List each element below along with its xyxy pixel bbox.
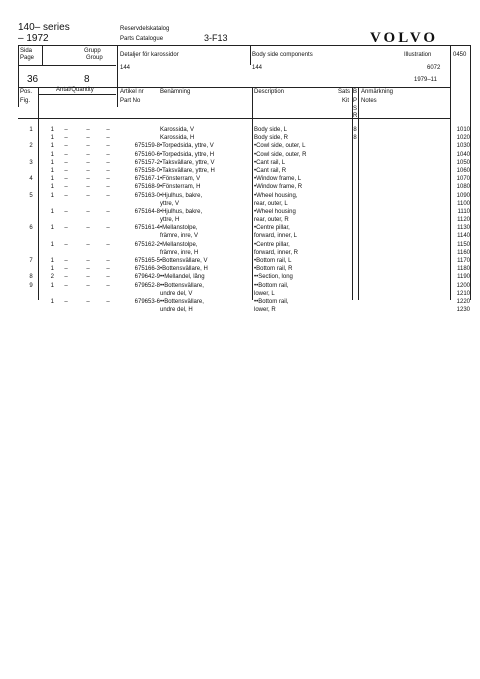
row-pos: 7 [29, 258, 33, 264]
row-name-sv: ••Mellandel, lång [160, 274, 205, 281]
table-row [18, 200, 470, 208]
row-part-number: 679642-9 [134, 274, 160, 281]
row-illustration-ref: 1010 [456, 127, 470, 133]
row-qty-4: – [106, 167, 110, 174]
row-illustration-ref: 1130 [457, 225, 470, 232]
row-qty-3: – [86, 298, 90, 305]
row-description-en: rear, outer, L [254, 200, 288, 207]
table-row [18, 232, 470, 240]
row-qty-3: – [86, 127, 90, 133]
table-row [18, 183, 470, 191]
row-illustration-ref: 1100 [457, 200, 470, 207]
grupp-label: Grupp [84, 48, 101, 54]
table-row [18, 167, 470, 175]
row-name-sv: •Mellanstolpe, [160, 241, 198, 248]
row-name-sv: •Torpedsida, yttre, H [160, 151, 215, 158]
row-qty-4: – [106, 241, 110, 248]
table-row [18, 224, 470, 232]
row-part-number: 675161-4 [134, 225, 160, 232]
group-label: Group [86, 55, 103, 61]
row-name-sv: •Taksvällare, yttre, V [160, 159, 215, 166]
row-qty-2: – [64, 208, 68, 215]
row-name-sv: undre del, V [160, 290, 193, 297]
table-row [18, 241, 470, 249]
row-pos: 5 [29, 192, 33, 199]
row-illustration-ref: 1200 [456, 282, 470, 289]
row-illustration-ref: 1110 [457, 208, 470, 215]
row-sats: 8 [353, 135, 357, 142]
row-name-sv: •Mellanstolpe, [160, 225, 198, 232]
column-header-bottom-rule [18, 118, 450, 119]
row-qty-3: – [86, 159, 90, 166]
row-qty-2: – [64, 167, 68, 174]
row-description-en: Body side, L [254, 127, 288, 133]
row-qty-4: – [106, 151, 110, 158]
row-qty-2: – [64, 127, 68, 133]
row-qty-2: – [64, 135, 68, 142]
row-qty-4: – [106, 135, 110, 142]
row-qty-4: – [106, 143, 110, 150]
catalog-code: 3-F13 [204, 33, 228, 43]
row-illustration-ref: 1140 [457, 233, 470, 240]
row-qty-2: – [64, 282, 68, 289]
row-qty-1: 1 [50, 282, 54, 289]
row-qty-3: – [86, 225, 90, 232]
table-row [18, 249, 470, 257]
row-qty-4: – [106, 192, 110, 199]
row-pos: 2 [29, 143, 33, 150]
row-name-sv: Karossida, V [160, 127, 195, 133]
table-row [18, 151, 470, 159]
row-qty-4: – [106, 159, 110, 166]
row-qty-3: – [86, 274, 90, 281]
row-qty-4: – [106, 274, 110, 281]
table-row [18, 126, 470, 134]
row-description-en: lower, R [254, 307, 276, 314]
quantity-header-rule [38, 94, 116, 95]
row-qty-1: 1 [50, 159, 54, 166]
group-number: 8 [84, 74, 90, 85]
frame-left-rule [18, 45, 19, 107]
b-header: B [353, 89, 358, 95]
table-row [18, 290, 470, 298]
row-description-en: •Bottom rail, R [254, 266, 293, 273]
row-qty-2: – [64, 151, 68, 158]
article-header: Artikel nr [120, 89, 144, 95]
group-divider [117, 45, 118, 107]
row-qty-4: – [106, 208, 110, 215]
row-name-sv: •Hjulhus, bakre, [160, 208, 203, 215]
row-name-sv: ••Bottensvällare, [160, 298, 204, 305]
row-qty-3: – [86, 258, 90, 264]
row-description-en: •Cowl side, outer, L [254, 143, 306, 150]
row-description-en: ••Bottom rail, [254, 282, 289, 289]
row-qty-1: 1 [50, 258, 54, 264]
row-qty-3: – [86, 143, 90, 150]
row-illustration-ref: 1040 [456, 151, 470, 158]
row-qty-3: – [86, 266, 90, 273]
row-qty-4: – [106, 184, 110, 191]
row-name-sv: främre, inre, V [160, 233, 199, 240]
row-name-sv: undre del, H [160, 307, 193, 314]
page-label: Page [20, 55, 35, 61]
row-pos: 1 [29, 127, 33, 133]
volvo-logo: VOLVO [370, 30, 439, 46]
row-qty-1: 1 [50, 184, 54, 191]
row-qty-2: – [64, 225, 68, 232]
row-description-en: forward, inner, L [254, 233, 298, 240]
row-qty-1: 1 [50, 266, 54, 273]
s-header: S [353, 106, 358, 112]
row-name-sv: •Torpedsida, yttre, V [160, 143, 214, 150]
row-part-number: 679653-6 [134, 298, 160, 305]
row-part-number: 675168-9 [134, 184, 160, 191]
row-qty-4: – [106, 225, 110, 232]
row-qty-4: – [106, 258, 110, 264]
catalog-title-en: Parts Catalogue [120, 36, 164, 42]
page-number: 36 [27, 74, 39, 85]
row-part-number: 675162-2 [134, 241, 160, 248]
table-row [18, 282, 470, 290]
table-row [18, 273, 470, 281]
sida-label: Sida [20, 48, 33, 54]
row-description-en: •Wheel housing, [254, 192, 298, 199]
description-header: Description [254, 89, 285, 95]
row-description-en: •Wheel housing [254, 208, 296, 215]
row-part-number: 675157-2 [134, 159, 160, 166]
row-qty-1: 1 [50, 225, 54, 232]
table-row [18, 142, 470, 150]
row-qty-2: – [64, 192, 68, 199]
row-name-sv: •Fönsterram, V [160, 176, 201, 183]
row-name-sv: främre, inre, H [160, 249, 199, 256]
row-qty-2: – [64, 159, 68, 166]
row-illustration-ref: 1150 [457, 241, 470, 248]
row-description-en: •Cant rail, R [254, 167, 287, 174]
row-qty-1: 1 [50, 143, 54, 150]
row-illustration-ref: 1020 [456, 135, 470, 142]
row-name-sv: yttre, H [160, 217, 180, 224]
illustration-number: 0450 [453, 52, 467, 58]
row-part-number: 675167-1 [134, 176, 160, 183]
remark-header-sv: Anmärkning [361, 89, 394, 95]
table-row [18, 208, 470, 216]
catalog-date: 1979–11 [414, 77, 437, 83]
row-illustration-ref: 1170 [457, 258, 470, 264]
row-qty-2: – [64, 298, 68, 305]
row-pos: 8 [29, 274, 33, 281]
row-illustration-ref: 1090 [456, 192, 470, 199]
row-name-sv: •Fönsterram, H [160, 184, 201, 191]
row-description-en: ••Section, long [254, 274, 293, 281]
row-illustration-ref: 1050 [456, 159, 470, 166]
illustration-reference: 6072 [427, 65, 441, 71]
row-name-sv: Karossida, H [160, 135, 195, 142]
model-sv: 144 [120, 65, 131, 71]
row-pos: 4 [29, 176, 33, 183]
row-part-number: 675166-3 [134, 266, 160, 273]
remark-header-en: Notes [361, 98, 377, 104]
row-pos: 9 [29, 282, 33, 289]
row-qty-3: – [86, 282, 90, 289]
section-divider [250, 45, 251, 65]
series-years: – 1972 [18, 33, 49, 44]
row-qty-1: 1 [50, 241, 54, 248]
row-qty-2: – [64, 274, 68, 281]
row-pos: 6 [29, 225, 33, 232]
row-description-en: •Window frame, L [254, 176, 302, 183]
row-name-sv: •Hjulhus, bakre, [160, 192, 203, 199]
row-illustration-ref: 1180 [457, 266, 470, 273]
row-illustration-ref: 1060 [456, 167, 470, 174]
row-illustration-ref: 1030 [456, 143, 470, 150]
row-qty-2: – [64, 176, 68, 183]
row-description-en: •Bottom rail, L [254, 258, 292, 264]
row-description-en: forward, inner, R [254, 249, 299, 256]
row-qty-2: – [64, 266, 68, 273]
row-part-number: 675163-0 [134, 192, 160, 199]
row-illustration-ref: 1160 [457, 249, 470, 256]
row-illustration-ref: 1230 [456, 307, 470, 314]
p-header: P [353, 98, 358, 104]
table-row [18, 192, 470, 200]
row-qty-1: 1 [50, 151, 54, 158]
row-qty-1: 1 [50, 127, 54, 133]
section-title-en: Body side components [252, 52, 313, 58]
name-header: Benämning [160, 89, 191, 95]
row-qty-3: – [86, 208, 90, 215]
row-illustration-ref: 1120 [457, 217, 470, 224]
row-pos: 3 [29, 159, 33, 166]
series-title: 140– series [18, 22, 70, 33]
row-qty-2: – [64, 143, 68, 150]
model-en: 144 [252, 65, 263, 71]
row-qty-1: 1 [50, 192, 54, 199]
pos-header: Pos. [20, 89, 33, 95]
part-no-header: Part No [120, 98, 141, 104]
row-qty-4: – [106, 282, 110, 289]
row-description-en: •Centre pillar, [254, 225, 290, 232]
row-qty-3: – [86, 167, 90, 174]
quantity-header: Antal/Quantity [56, 87, 94, 93]
row-qty-2: – [64, 258, 68, 264]
parts-table [18, 126, 470, 314]
row-qty-1: 2 [50, 274, 54, 281]
table-row [18, 306, 470, 314]
row-part-number: 679652-8 [134, 282, 160, 289]
row-name-sv: •Taksvällare, yttre, H [160, 167, 215, 174]
table-row [18, 298, 470, 306]
row-name-sv: •Bottensvällare, H [160, 266, 208, 273]
row-part-number: 675160-6 [134, 151, 160, 158]
row-qty-2: – [64, 241, 68, 248]
table-row [18, 175, 470, 183]
sats-header: Sats [338, 89, 351, 95]
catalog-title-sv: Reservdelskatalog [120, 26, 170, 32]
row-illustration-ref: 1220 [456, 298, 470, 305]
row-sats: 8 [353, 127, 357, 133]
row-qty-1: 1 [50, 208, 54, 215]
row-illustration-ref: 1070 [456, 176, 470, 183]
row-qty-3: – [86, 151, 90, 158]
row-qty-2: – [64, 184, 68, 191]
row-qty-3: – [86, 241, 90, 248]
row-part-number: 675164-8 [134, 208, 160, 215]
row-part-number: 675165-5 [134, 258, 160, 264]
row-name-sv: yttre, V [160, 200, 180, 207]
kit-header: Kit [342, 98, 350, 104]
table-row [18, 159, 470, 167]
fig-header: Fig. [20, 98, 31, 104]
row-description-en: lower, L [254, 290, 275, 297]
row-qty-1: 1 [50, 298, 54, 305]
table-row [18, 134, 470, 142]
row-description-en: •Centre pillar, [254, 241, 290, 248]
row-qty-4: – [106, 176, 110, 183]
row-part-number: 675158-0 [134, 167, 160, 174]
table-row [18, 265, 470, 273]
row-qty-4: – [106, 127, 110, 133]
row-name-sv: ••Bottensvällare, [160, 282, 204, 289]
row-name-sv: •Bottensvällare, V [160, 258, 208, 264]
sida-divider [42, 45, 43, 65]
row-qty-4: – [106, 298, 110, 305]
row-qty-1: 1 [50, 176, 54, 183]
section-title-sv: Detaljer för karossidor [120, 52, 179, 58]
row-description-en: ••Bottom rail, [254, 298, 289, 305]
row-qty-3: – [86, 184, 90, 191]
row-description-en: •Cant rail, L [254, 159, 286, 166]
frame-right-rule [470, 45, 471, 300]
row-qty-3: – [86, 176, 90, 183]
frame-top-rule [18, 45, 470, 46]
row-illustration-ref: 1190 [457, 274, 470, 281]
page-box-rule [18, 65, 116, 66]
row-illustration-ref: 1210 [456, 290, 470, 297]
row-part-number: 675159-8 [134, 143, 160, 150]
illustration-label: Illustration [404, 52, 432, 58]
table-row [18, 216, 470, 224]
table-row [18, 257, 470, 265]
row-description-en: •Cowl side, outer, R [254, 151, 307, 158]
row-qty-1: 1 [50, 135, 54, 142]
row-qty-3: – [86, 192, 90, 199]
row-qty-3: – [86, 135, 90, 142]
row-illustration-ref: 1080 [456, 184, 470, 191]
row-description-en: Body side, R [254, 135, 289, 142]
row-qty-1: 1 [50, 167, 54, 174]
r-header: R [353, 113, 358, 119]
row-description-en: •Window frame, R [254, 184, 303, 191]
row-qty-4: – [106, 266, 110, 273]
row-description-en: rear, outer, R [254, 217, 289, 224]
